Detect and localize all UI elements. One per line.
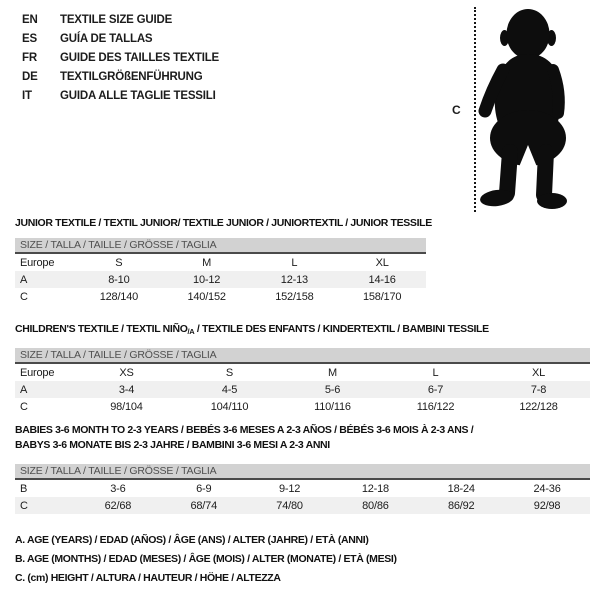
children-title-text: / TEXTILE DES ENFANTS / KINDERTEXTIL / BAMBINI TESSILE bbox=[194, 323, 489, 335]
table-row-age bbox=[15, 381, 590, 398]
size-cell: M bbox=[328, 366, 337, 379]
height-cell: 80/86 bbox=[362, 499, 389, 512]
size-cell: XL bbox=[531, 366, 546, 379]
table-row-age bbox=[15, 271, 426, 288]
children-size-table bbox=[15, 348, 590, 415]
note-age-years: A. AGE (YEARS) / EDAD (AÑOS) / ÂGE (ANS) / ALTER (JAHRE) / ETÀ (ANNI) bbox=[15, 534, 369, 546]
age-cell: 3-4 bbox=[118, 383, 135, 396]
size-cell: M bbox=[202, 256, 212, 269]
size-cell: S bbox=[115, 256, 123, 269]
table-row-europe bbox=[15, 364, 590, 381]
size-cell: L bbox=[291, 256, 298, 269]
age-cell: 10-12 bbox=[193, 273, 221, 286]
height-cell: 122/128 bbox=[519, 400, 558, 413]
children-title-text: CHILDREN'S TEXTILE / TEXTIL NIÑO bbox=[15, 323, 188, 335]
language-row bbox=[22, 30, 219, 49]
note-height-cm: C. (cm) HEIGHT / ALTURA / HAUTEUR / HÖHE / ALTEZZA bbox=[15, 572, 281, 584]
height-cell: 92/98 bbox=[533, 499, 561, 512]
language-title: TEXTILGRÖßENFÜHRUNG bbox=[60, 71, 203, 83]
note-age-months: B. AGE (MONTHS) / EDAD (MESES) / ÂGE (MOIS) / ALTER (MONATE) / ETÀ (MESI) bbox=[15, 553, 397, 565]
legend-notes bbox=[15, 531, 397, 588]
height-cell: 62/68 bbox=[104, 499, 132, 512]
language-row bbox=[22, 68, 219, 87]
language-title: GUIDA ALLE TAGLIE TESSILI bbox=[60, 90, 216, 102]
months-cell: 24-36 bbox=[533, 482, 561, 495]
table-row-height bbox=[15, 398, 590, 415]
age-cell: 5-6 bbox=[324, 383, 341, 396]
toddler-silhouette-icon bbox=[440, 4, 590, 214]
months-cell: 6-9 bbox=[196, 482, 212, 495]
height-cell: 152/158 bbox=[275, 290, 314, 303]
height-label-c: C bbox=[452, 103, 461, 117]
language-code: DE bbox=[22, 71, 38, 83]
row-label: C bbox=[20, 400, 28, 413]
height-cell: 110/116 bbox=[314, 400, 351, 413]
height-cell: 86/92 bbox=[447, 499, 475, 512]
children-title-subscript: /A bbox=[187, 327, 195, 336]
language-code: FR bbox=[22, 52, 37, 64]
size-cell: L bbox=[432, 366, 439, 379]
table-row-height bbox=[15, 497, 590, 514]
months-cell: 18-24 bbox=[447, 482, 475, 495]
row-label: C bbox=[20, 290, 28, 303]
size-cell: S bbox=[225, 366, 234, 379]
table-row-europe bbox=[15, 254, 426, 271]
language-row bbox=[22, 49, 219, 68]
months-cell: 3-6 bbox=[110, 482, 126, 495]
table-row-months bbox=[15, 480, 590, 497]
size-cell: XL bbox=[375, 256, 389, 269]
language-code: ES bbox=[22, 33, 37, 45]
language-title: GUÍA DE TALLAS bbox=[60, 33, 153, 45]
row-label: B bbox=[20, 482, 28, 495]
months-cell: 9-12 bbox=[278, 482, 301, 495]
size-header-bar: SIZE / TALLA / TAILLE / GRÖSSE / TAGLIA bbox=[15, 464, 590, 480]
age-cell: 14-16 bbox=[368, 273, 396, 286]
height-cell: 104/110 bbox=[210, 400, 249, 413]
babies-title-line1: BABIES 3-6 MONTH TO 2-3 YEARS / BEBÉS 3-6 MESES A 2-3 AÑOS / BÉBÉS 3-6 MOIS À 2-3 ANS / bbox=[15, 424, 474, 436]
babies-title-line2: BABYS 3-6 MONATE BIS 2-3 JAHRE / BAMBINI 3-6 MESI A 2-3 ANNI bbox=[15, 439, 330, 451]
height-cell: 74/80 bbox=[276, 499, 303, 512]
row-label: A bbox=[20, 383, 28, 396]
height-cell: 68/74 bbox=[190, 499, 217, 512]
language-title-list bbox=[22, 11, 219, 106]
height-cell: 140/152 bbox=[187, 290, 226, 303]
height-cell: 116/122 bbox=[416, 400, 455, 413]
months-cell: 12-18 bbox=[361, 482, 389, 495]
row-label: Europe bbox=[20, 256, 55, 269]
children-table-title bbox=[15, 322, 489, 339]
language-row bbox=[22, 11, 219, 30]
row-label: C bbox=[20, 499, 28, 512]
age-cell: 12-13 bbox=[280, 273, 308, 286]
language-title: GUIDE DES TAILLES TEXTILE bbox=[60, 52, 219, 64]
size-header-bar: SIZE / TALLA / TAILLE / GRÖSSE / TAGLIA bbox=[15, 238, 426, 254]
language-title: TEXTILE SIZE GUIDE bbox=[60, 14, 173, 26]
size-cell: XS bbox=[119, 366, 134, 379]
height-cell: 158/170 bbox=[362, 290, 402, 303]
row-label: A bbox=[20, 273, 28, 286]
language-row bbox=[22, 87, 219, 106]
height-cell: 98/104 bbox=[110, 400, 143, 413]
age-cell: 4-5 bbox=[221, 383, 238, 396]
size-header-bar: SIZE / TALLA / TAILLE / GRÖSSE / TAGLIA bbox=[15, 348, 590, 364]
row-label: Europe bbox=[20, 366, 55, 379]
language-code: EN bbox=[22, 14, 38, 26]
junior-size-table bbox=[15, 238, 426, 305]
age-cell: 6-7 bbox=[427, 383, 444, 396]
table-row-height bbox=[15, 288, 426, 305]
age-cell: 8-10 bbox=[108, 273, 130, 286]
babies-table-title bbox=[15, 423, 473, 453]
language-code: IT bbox=[22, 90, 32, 102]
height-cell: 128/140 bbox=[99, 290, 139, 303]
babies-size-table bbox=[15, 464, 590, 514]
junior-table-title: JUNIOR TEXTILE / TEXTIL JUNIOR/ TEXTILE JUNIOR / JUNIORTEXTIL / JUNIOR TESSILE bbox=[15, 217, 432, 229]
age-cell: 7-8 bbox=[530, 383, 547, 396]
